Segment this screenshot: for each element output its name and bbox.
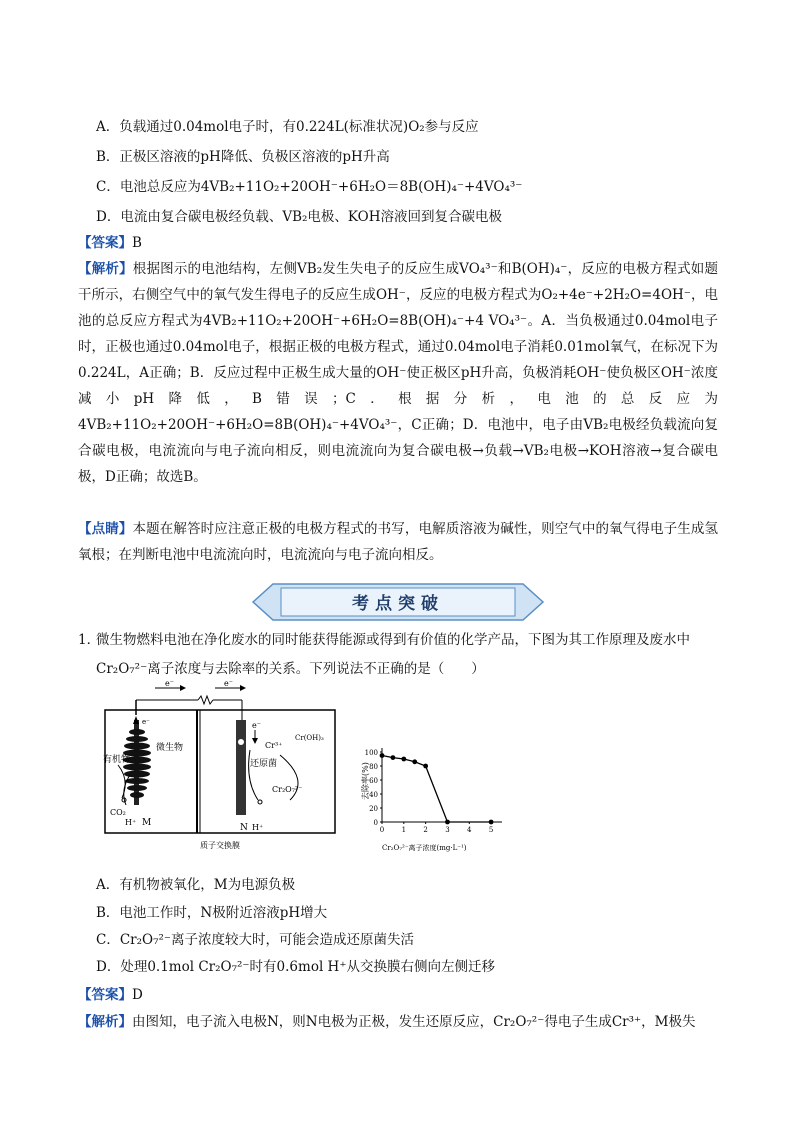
y-tick-label: 60 [369,777,378,785]
section-banner [253,580,543,624]
tip-tag: 【点睛】 [78,521,133,537]
answer-row [78,231,142,251]
x-tick-label: 4 [467,826,472,834]
m-label: M [142,818,152,828]
tip-paragraph [78,516,718,568]
y-tick-label: 40 [369,791,378,799]
analysis-paragraph [78,256,718,490]
electron-right-label: e⁻ [224,679,233,688]
question-stem-1: 微生物燃料电池在净化废水的同时能获得能源或得到有价值的化学产品，下图为其工作原理及废水中 [96,632,690,648]
analysis-tag: 【解析】 [78,261,133,277]
data-point [391,755,396,760]
h-left-label: H⁺ [125,818,137,827]
q1-option-b: B．电池工作时，N极附近溶液pH增大 [96,905,328,921]
removal-rate-chart [360,740,520,855]
electron-left-label: e⁻ [165,679,174,688]
x-tick-label: 1 [401,826,407,834]
q1-analysis-row [78,1010,695,1030]
cr2o7-label: Cr₂O₇²⁻ [272,785,303,794]
membrane-label: 质子交换膜 [200,841,240,850]
electron-up-label: e⁻ [142,718,150,726]
banner-text: 考点突破 [352,594,444,614]
y-tick-label: 20 [369,805,378,813]
q1-option-a: A．有机物被氧化，M为电源负极 [96,877,296,893]
chart-ylabel: 去除率(%) [361,762,370,800]
chart-xlabel: Cr₂O₇²⁻离子浓度(mg·L⁻¹) [382,844,467,852]
cr3-label: Cr³⁺ [265,741,283,750]
data-point [412,759,417,764]
q1-option-c: C．Cr₂O₇²⁻离子浓度较大时，可能会造成还原菌失活 [96,932,415,948]
option-b: B．正极区溶液的pH降低、负极区溶液的pH升高 [96,149,390,165]
option-c: C．电池总反应为4VB₂+11O₂+20OH⁻+6H₂O＝8B(OH)₄⁻+4VO₄³⁻ [96,179,523,195]
x-tick-label: 2 [423,826,428,834]
question-number: 1． [78,632,101,648]
option-d: D．电流由复合碳电极经负载、VB₂电极、KOH溶液回到复合碳电极 [96,209,502,225]
organic-label: 有机物 [103,755,131,765]
x-tick-label: 3 [445,826,450,834]
reducer-label: 还原菌 [250,759,278,769]
analysis-text: 根据图示的电池结构，左侧VB₂发生失电子的反应生成VO₄³⁻和B(OH)₄⁻，反应的电极方程式如题干所示，右侧空气中的氧气发生得电子的反应生成OH⁻，反应的电极方程式为O₂+4e⁻+2H₂O=4OH⁻，电池的总反应方程式为4VB₂+11O₂+20OH⁻+6H₂O=8B(OH)₄⁻+4 VO₄³⁻。A．当负极通过0.04mol电子时，正极也通过0.04mol电子，根据正极的电极方程式，通过0.04mol电子消耗0.01mol氧气，在标况下为0.224L，A正确；B．反应过程中正极生成大量的OH⁻使正极区pH升高，负极消耗OH⁻使负极区OH⁻浓度减小pH降低，B错误；C．根据分析，电池的总反应为4VB₂+11O₂+20OH⁻+6H₂O=8B(OH)₄⁻+4VO₄³⁻，C正确；D．电池中，电子由VB₂电极经负载流向复合碳电极，电流流向与电子流向相反，则电流流向为复合碳电极→负载→VB₂电极→KOH溶液→复合碳电极，D正确；故选B。 [78,261,719,485]
battery-diagram [100,679,340,850]
e-down-label: e⁻ [252,721,261,730]
n-label: N [240,823,248,833]
data-point [489,820,494,825]
y-tick-label: 0 [373,819,378,827]
series-line [382,756,491,823]
q1-answer-row [78,983,143,1003]
croh3-label: Cr(OH)₃ [295,734,324,742]
data-point [380,753,385,758]
q1-answer-tag: 【答案】 [78,987,132,1003]
data-point [423,764,428,769]
q1-analysis-text: 由图知，电子流入电极N，则N电极为正极，发生还原反应，Cr₂O₇²⁻得电子生成Cr³⁺，M极失 [132,1014,696,1030]
y-tick-label: 80 [369,763,378,771]
q1-option-d: D．处理0.1mol Cr₂O₇²⁻时有0.6mol H⁺从交换膜右侧向左侧迁移 [96,959,495,975]
question-stem-2: Cr₂O₇²⁻离子浓度与去除率的关系。下列说法不正确的是（ ） [96,661,485,677]
q1-answer-value: D [132,987,143,1003]
option-a: A．负载通过0.04mol电子时，有0.224L(标准状况)O₂参与反应 [96,119,479,135]
co2-label: CO₂ [110,808,126,817]
microbe-label: 微生物 [156,743,184,753]
x-tick-label: 0 [379,826,385,834]
q1-analysis-tag: 【解析】 [78,1014,132,1030]
answer-tag: 【答案】 [78,235,132,251]
data-point [445,820,450,825]
x-tick-label: 5 [488,826,494,834]
answer-value: B [132,235,142,251]
y-tick-label: 100 [364,749,378,757]
data-point [401,757,406,762]
h-right-label: H⁺ [252,823,264,832]
tip-text: 本题在解答时应注意正极的电极方程式的书写，电解质溶液为碱性，则空气中的氧气得电子生成氢氧根；在判断电池中电流流向时，电流流向与电子流向相反。 [78,521,719,563]
